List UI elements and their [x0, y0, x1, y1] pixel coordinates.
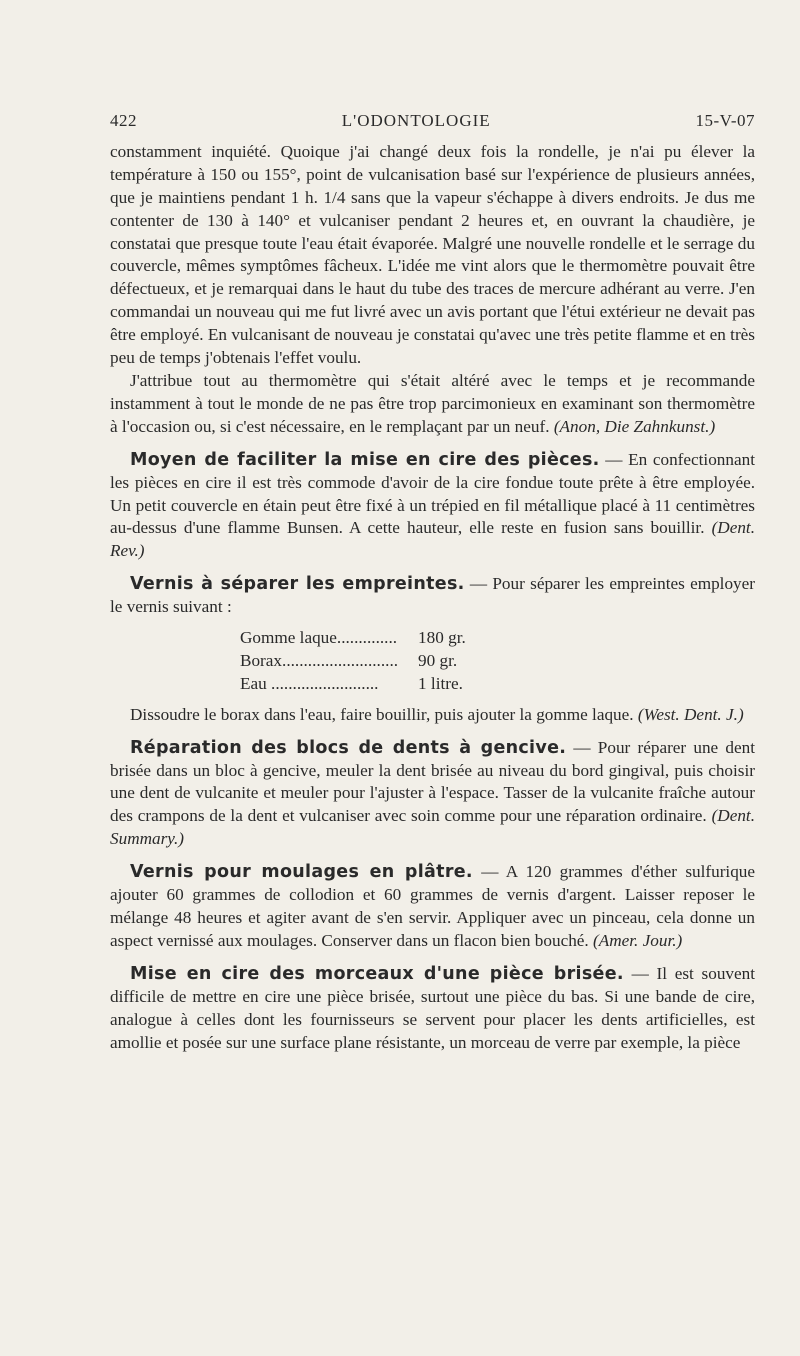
section-reference: (Amer. Jour.) — [593, 930, 683, 950]
section-gum-block-repair — [110, 737, 755, 852]
section-body: — Pour séparer les empreintes employer le vernis suivant : — [110, 574, 755, 617]
section-plaster-varnish — [110, 861, 755, 953]
section-heading: Vernis à séparer les empreintes. — [130, 574, 465, 595]
section-body: Dissoudre le borax dans l'eau, faire bouillir, puis ajouter la gomme laque. — [130, 704, 634, 724]
recipe-row — [240, 650, 466, 673]
recipe-row — [240, 627, 466, 650]
recipe-row — [240, 673, 466, 696]
intro-paragraph-1 — [110, 141, 755, 370]
section-heading: Mise en cire des morceaux d'une pièce brisée. — [130, 963, 624, 984]
journal-title: L'ODONTOLOGIE — [341, 111, 491, 130]
section-body: — En confectionnant les pièces en cire il est très commode d'avoir de la cire fondue toute prête à être employée. Un petit couvercle en étain peut être fixé à un trépied en fil métallique placé à 11 centimètres au-dessus d'une flamme Bunsen. A cette hauteur, elle reste en fusion sans bouillir. — [110, 449, 755, 538]
section-body: — Pour réparer une dent brisée dans un bloc à gencive, meuler la dent brisée au niveau du bord gingival, puis choisir une dent de vulcanite et meuler pour l'ajuster à l'espace. Tasser de la vulcanite fraîche autour des crampons de la dent et vulcaniser avec soin comme pour une réparation ordinaire. — [110, 737, 755, 826]
recipe-item: Borax........................... — [240, 650, 399, 670]
recipe-quantity: 90 gr. — [418, 650, 458, 670]
section-heading: Moyen de faciliter la mise en cire des pièces. — [130, 449, 600, 470]
intro-paragraph-1-text: constamment inquiété. Quoique j'ai changé deux fois la rondelle, je n'ai pu élever la température à 150 ou 155°, point de vulcanisation basé sur l'expérience de plusieurs années, que je maintiens pendant 1 h. 1/4 sans que la vapeur s'échappe à divers endroits. Je dus me contenter de 130 à 140° et vulcaniser pendant 2 heures et, en ouvrant la chaudière, je constatai que presque toute l'eau était évaporée. Malgré une nouvelle rondelle et le serrage du couvercle, mêmes symptômes fâcheux. L'idée me vint alors que le thermomètre pouvait être défectueux, et je remarquai dans le haut du tube des traces de mercure adhérant au verre. J'en commandai un nouveau qui me fut livré avec un avis portant que l'étui extérieur ne devait pas être employé. En vulcanisant de nouveau je constatai qu'avec une très petite flamme et en très peu de temps j'obtenais l'effet voulu. — [110, 141, 755, 368]
recipe-quantity: 1 litre. — [418, 673, 463, 693]
section-body: — Il est souvent difficile de mettre en cire une pièce brisée, surtout une pièce du bas. Si une bande de cire, analogue à celles dont les fournisseurs se servent pour placer les dents artificielles, est amollie et posée sur une surface plane résistante, un morceau de verre par exemple, la pièce — [110, 963, 756, 1052]
recipe-item: Eau ......................... — [240, 673, 379, 693]
section-separating-varnish-after — [110, 704, 755, 727]
recipe-item: Gomme laque.............. — [240, 628, 398, 648]
section-reference: (Dent. Rev.) — [110, 518, 755, 561]
recipe-quantity: 180 gr. — [418, 628, 466, 648]
section-reference: (Dent. Summary.) — [110, 806, 755, 849]
intro-paragraph-2 — [110, 370, 755, 439]
section-wax-melting — [110, 449, 755, 564]
recipe-table — [240, 627, 466, 696]
section-broken-piece-waxing — [110, 963, 755, 1055]
issue-date: 15-V-07 — [695, 111, 755, 130]
document-page — [110, 110, 755, 1054]
intro-paragraph-2-text: J'attribue tout au thermomètre qui s'était altéré avec le temps et je recommande instamment à tout le monde de ne pas être trop parcimonieux en examinant son thermomètre à l'occasion ou, si c'est nécessaire, en le remplaçant par un neuf. — [110, 370, 755, 436]
section-heading: Vernis pour moulages en plâtre. — [130, 862, 473, 883]
section-body: — A 120 grammes d'éther sulfurique ajouter 60 grammes de collodion et 60 grammes de vernis d'argent. Laisser reposer le mélange 48 heures et agiter avant de s'en servir. Appliquer avec un pinceau, cela donne un aspect vernissé aux moulages. Conserver dans un flacon bien bouché. — [110, 862, 756, 950]
page-header — [110, 110, 755, 133]
section-heading: Réparation des blocs de dents à gencive. — [130, 737, 567, 758]
page-number: 422 — [110, 111, 137, 130]
section-separating-varnish — [110, 573, 755, 619]
section-reference: (West. Dent. J.) — [637, 704, 744, 724]
intro-reference: (Anon, Die Zahnkunst.) — [553, 416, 716, 436]
